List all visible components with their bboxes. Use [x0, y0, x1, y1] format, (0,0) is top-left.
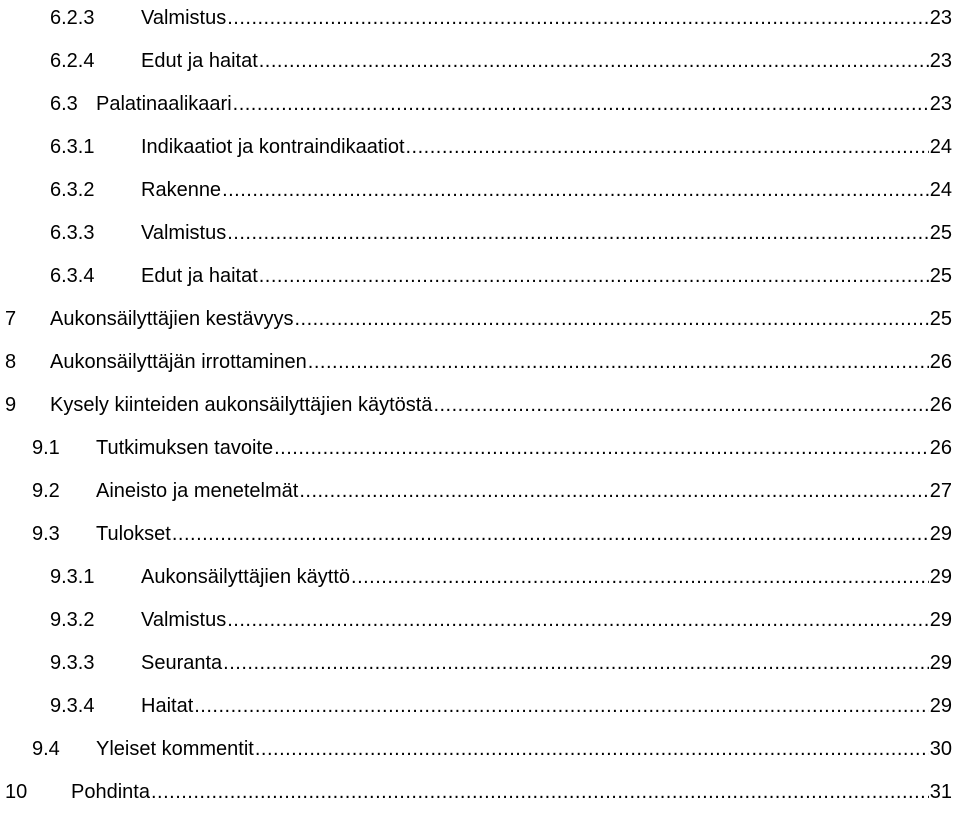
toc-entry-title: Valmistus [141, 7, 227, 29]
toc-entry[interactable] [50, 215, 952, 245]
toc-entry-number: 9.3.4 [50, 695, 95, 717]
toc-entry-page: 26 [929, 394, 952, 416]
toc-entry-number: 9.3 [32, 523, 60, 545]
dot-leader [433, 393, 928, 417]
dot-leader [294, 307, 928, 331]
toc-entry[interactable] [50, 645, 952, 675]
toc-entry[interactable] [5, 387, 952, 417]
dot-leader [194, 694, 929, 718]
toc-entry[interactable] [5, 344, 952, 374]
toc-entry-page: 25 [929, 308, 952, 330]
toc-entry-title: Pohdinta [71, 781, 150, 803]
toc-entry-title: Aukonsäilyttäjän irrottaminen [50, 351, 307, 373]
dot-leader [227, 6, 929, 30]
toc-entry[interactable] [50, 43, 952, 73]
toc-entry-title: Aukonsäilyttäjien käyttö [141, 566, 351, 588]
toc-entry-page: 25 [929, 222, 952, 244]
toc-entry[interactable] [50, 129, 952, 159]
toc-entry-title: Seuranta [141, 652, 223, 674]
toc-entry-number: 6.2.4 [50, 50, 95, 72]
toc-entry[interactable] [50, 172, 952, 202]
toc-entry-page: 23 [929, 50, 952, 72]
toc-entry-number: 8 [5, 351, 17, 373]
toc-entry-number: 6.3.2 [50, 179, 95, 201]
toc-entry-title: Palatinaalikaari [96, 93, 232, 115]
toc-entry-title: Edut ja haitat [141, 265, 258, 287]
toc-entry[interactable] [32, 516, 952, 546]
toc-entry-title: Indikaatiot ja kontraindikaatiot [141, 136, 405, 158]
dot-leader [223, 651, 929, 675]
toc-entry[interactable] [50, 688, 952, 718]
toc-entry-page: 24 [929, 179, 952, 201]
toc-entry[interactable] [32, 430, 952, 460]
toc-entry-page: 29 [929, 566, 952, 588]
toc-entry-number: 10 [5, 781, 28, 803]
dot-leader [227, 608, 929, 632]
toc-entry-page: 24 [929, 136, 952, 158]
toc-entry-title: Valmistus [141, 609, 227, 631]
toc-entry-page: 23 [929, 7, 952, 29]
dot-leader [406, 135, 929, 159]
toc-entry-title: Haitat [141, 695, 194, 717]
toc-entry[interactable] [50, 86, 952, 116]
toc-entry-title: Aukonsäilyttäjien kestävyys [50, 308, 294, 330]
toc-entry-page: 30 [929, 738, 952, 760]
toc-entry-number: 9.1 [32, 437, 60, 459]
dot-leader [299, 479, 928, 503]
toc-entry-title: Aineisto ja menetelmät [96, 480, 299, 502]
dot-leader [259, 49, 929, 73]
toc-entry[interactable] [5, 301, 952, 331]
dot-leader [255, 737, 929, 761]
toc-entry-page: 29 [929, 652, 952, 674]
dot-leader [259, 264, 929, 288]
toc-entry-page: 23 [929, 93, 952, 115]
toc-entry-title: Kysely kiinteiden aukonsäilyttäjien käytöstä [50, 394, 433, 416]
toc-entry[interactable] [50, 602, 952, 632]
toc-entry-number: 6.3 [50, 93, 78, 115]
toc-entry-number: 9.3.1 [50, 566, 95, 588]
toc-entry-number: 9.3.2 [50, 609, 95, 631]
toc-entry[interactable] [50, 0, 952, 30]
toc-entry[interactable] [50, 559, 952, 589]
toc-entry-number: 9 [5, 394, 17, 416]
toc-entry-number: 9.3.3 [50, 652, 95, 674]
dot-leader [233, 92, 929, 116]
toc-entry-number: 6.2.3 [50, 7, 95, 29]
toc-entry-title: Tutkimuksen tavoite [96, 437, 274, 459]
toc-entry-number: 9.2 [32, 480, 60, 502]
dot-leader [351, 565, 929, 589]
toc-entry-title: Tulokset [96, 523, 171, 545]
dot-leader [222, 178, 929, 202]
toc-entry-page: 25 [929, 265, 952, 287]
toc-entry-page: 29 [929, 695, 952, 717]
toc-entry-title: Valmistus [141, 222, 227, 244]
toc-entry-number: 9.4 [32, 738, 60, 760]
toc-entry-page: 29 [929, 523, 952, 545]
toc-entry-title: Yleiset kommentit [96, 738, 254, 760]
toc-entry-title: Edut ja haitat [141, 50, 258, 72]
toc-entry-page: 31 [929, 781, 952, 803]
toc-entry[interactable] [50, 258, 952, 288]
toc-entry[interactable] [5, 774, 952, 804]
toc-entry-page: 26 [929, 437, 952, 459]
toc-entry-number: 7 [5, 308, 17, 330]
toc-entry-page: 27 [929, 480, 952, 502]
toc-entry-number: 6.3.1 [50, 136, 95, 158]
dot-leader [308, 350, 929, 374]
toc-entry[interactable] [32, 731, 952, 761]
dot-leader [151, 780, 929, 804]
toc-entry[interactable] [32, 473, 952, 503]
toc-entry-title: Rakenne [141, 179, 222, 201]
dot-leader [172, 522, 929, 546]
toc-entry-number: 6.3.3 [50, 222, 95, 244]
dot-leader [227, 221, 929, 245]
toc-entry-page: 29 [929, 609, 952, 631]
toc-entry-page: 26 [929, 351, 952, 373]
toc-entry-number: 6.3.4 [50, 265, 95, 287]
dot-leader [274, 436, 929, 460]
